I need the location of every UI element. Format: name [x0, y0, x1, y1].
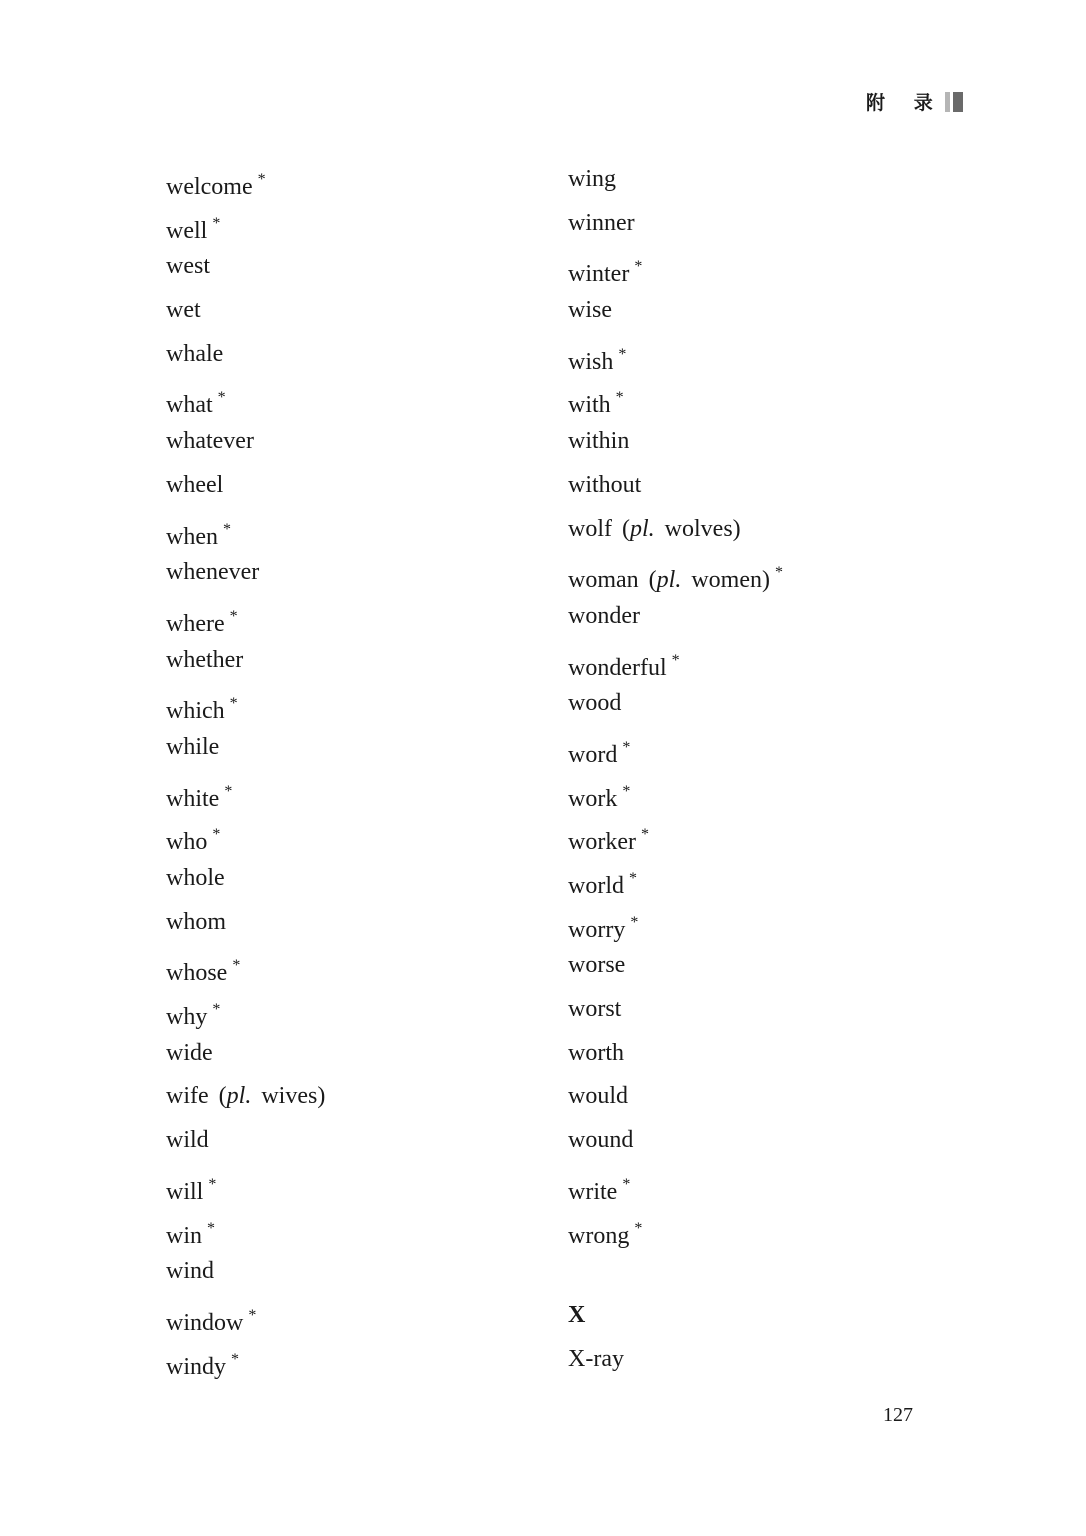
entry-word: white [166, 785, 220, 812]
entry-word: write [568, 1178, 618, 1205]
word-entry [568, 726, 783, 770]
plural-label: pl. [656, 567, 682, 594]
plural-label: pl. [226, 1083, 252, 1110]
entry-word: windy [166, 1353, 226, 1380]
entry-word: wet [166, 297, 201, 324]
word-entry [568, 1163, 783, 1207]
entry-word: X-ray [568, 1345, 624, 1372]
header-bar-thin [945, 92, 950, 112]
header-bar-thick [953, 92, 963, 112]
key-word-asterisk: * [618, 345, 627, 363]
plural-note: (pl. women) [648, 567, 770, 594]
entry-word: when [166, 523, 218, 550]
entry-word: woman [568, 567, 639, 594]
entry-word: worker [568, 829, 636, 856]
word-entry [166, 944, 325, 988]
entry-word: with [568, 392, 611, 419]
entry-word: whole [166, 865, 225, 891]
entry-word: winter [568, 261, 630, 288]
word-entry [166, 1207, 325, 1251]
entry-word: whom [166, 908, 226, 935]
entry-word: word [568, 741, 618, 768]
entry-word: without [568, 471, 642, 498]
plural-label: pl. [630, 515, 655, 542]
entry-word: worry [568, 916, 626, 943]
word-entry [166, 1075, 325, 1119]
word-entry [166, 420, 325, 464]
entry-word: win [166, 1222, 202, 1249]
word-entry [166, 639, 325, 683]
word-entry [166, 158, 325, 202]
entry-word: worse [568, 952, 626, 979]
word-entry [166, 1119, 325, 1163]
word-entry [166, 682, 325, 726]
entry-word: well [166, 217, 208, 244]
word-entry [166, 770, 325, 814]
entry-word: whale [166, 340, 224, 367]
word-entry [568, 1294, 783, 1338]
entry-word: wolf [568, 515, 612, 542]
key-word-asterisk: * [615, 389, 624, 407]
word-entry [568, 857, 783, 901]
key-word-asterisk: * [629, 870, 637, 887]
word-entry [568, 333, 783, 377]
word-entry [568, 1032, 783, 1076]
word-entry [568, 813, 783, 857]
entry-word: wish [568, 348, 614, 375]
word-entry [166, 551, 325, 595]
entry-word: wonderful [568, 654, 667, 681]
entry-word: wind [166, 1258, 214, 1285]
entry-word: wound [568, 1127, 634, 1154]
word-entry [568, 551, 783, 595]
key-word-asterisk: * [212, 1001, 221, 1019]
key-word-asterisk: * [671, 651, 680, 669]
word-entry [568, 464, 783, 508]
word-entry [166, 1032, 325, 1076]
entry-word: worth [568, 1039, 624, 1066]
entry-word: west [166, 253, 210, 280]
entry-word: wood [568, 690, 622, 717]
entry-word: window [166, 1309, 244, 1336]
entry-word: what [166, 392, 213, 419]
entry-word: wild [166, 1127, 209, 1154]
header-title: 附 录 [866, 93, 945, 114]
word-entry [568, 158, 783, 202]
word-entry [166, 901, 325, 945]
word-entry [568, 376, 783, 420]
entry-word: wise [568, 297, 612, 324]
entry-word: wife [166, 1083, 209, 1110]
word-entry [166, 508, 325, 552]
entry-word: whenever [166, 559, 260, 586]
key-word-asterisk: * [217, 389, 226, 407]
word-entry [166, 1163, 325, 1207]
entry-word: winner [568, 209, 635, 236]
word-entry [166, 289, 325, 333]
entry-word: worst [568, 996, 622, 1023]
key-word-asterisk: * [229, 607, 238, 625]
key-word-asterisk: * [224, 782, 233, 800]
key-word-asterisk: * [212, 214, 221, 232]
entry-word: who [166, 829, 208, 856]
plural-form: women [691, 567, 762, 594]
key-word-asterisk: * [248, 1306, 257, 1324]
word-entry [166, 1294, 325, 1338]
key-word-asterisk: * [640, 826, 649, 844]
entry-word: wide [166, 1039, 213, 1066]
entry-word: whatever [166, 428, 254, 455]
word-entry [568, 944, 783, 988]
plural-note: (pl. wolves) [622, 515, 741, 542]
header-bars-decoration [945, 92, 963, 112]
key-word-asterisk: * [774, 564, 783, 582]
key-word-asterisk: * [622, 738, 631, 756]
entry-word: while [166, 733, 220, 760]
running-header [866, 88, 963, 115]
key-word-asterisk: * [212, 826, 221, 844]
word-entry [166, 1250, 325, 1294]
entry-word: whether [166, 646, 244, 673]
word-entry [568, 245, 783, 289]
key-word-asterisk: * [231, 1350, 239, 1368]
page-number: 127 [883, 1404, 913, 1426]
word-entry [166, 595, 325, 639]
entry-word: which [166, 698, 225, 725]
entry-word: where [166, 610, 225, 637]
key-word-asterisk: * [622, 782, 631, 800]
word-entry [568, 202, 783, 246]
word-list-right-column [568, 158, 783, 1381]
word-entry [166, 988, 325, 1032]
entry-word: wrong [568, 1222, 630, 1249]
word-entry [568, 508, 783, 552]
entry-word: world [568, 873, 624, 899]
entry-word: would [568, 1083, 628, 1110]
word-entry [166, 813, 325, 857]
word-entry [166, 376, 325, 420]
word-entry [568, 1119, 783, 1163]
word-entry [166, 333, 325, 377]
entry-word: whose [166, 960, 228, 987]
word-entry [568, 289, 783, 333]
word-list-left-column [166, 158, 325, 1381]
word-entry [166, 202, 325, 246]
entry-word: welcome [166, 174, 253, 200]
plural-form: wolves [664, 515, 733, 542]
word-entry [166, 726, 325, 770]
entry-word: wonder [568, 602, 640, 629]
word-entry [568, 988, 783, 1032]
word-entry [166, 857, 325, 901]
key-word-asterisk: * [634, 258, 643, 276]
plural-form: wives [261, 1083, 318, 1110]
word-entry [166, 1338, 325, 1382]
entry-word: wing [568, 166, 616, 192]
key-word-asterisk: * [229, 695, 238, 713]
word-entry [568, 901, 783, 945]
entry-word: wheel [166, 471, 224, 498]
entry-word: work [568, 785, 618, 812]
key-word-asterisk: * [622, 1175, 631, 1193]
word-entry [568, 595, 783, 639]
key-word-asterisk: * [630, 913, 639, 931]
key-word-asterisk: * [222, 520, 231, 538]
key-word-asterisk: * [257, 171, 266, 188]
entry-word: within [568, 428, 630, 455]
word-entry [568, 420, 783, 464]
word-entry [568, 1250, 783, 1294]
key-word-asterisk: * [207, 1219, 215, 1237]
word-entry [568, 770, 783, 814]
entry-word: will [166, 1178, 204, 1205]
word-entry [166, 245, 325, 289]
plural-note: (pl. wives) [218, 1083, 326, 1110]
entry-word: X [568, 1301, 586, 1328]
key-word-asterisk: * [634, 1219, 643, 1237]
word-entry [568, 682, 783, 726]
word-entry [568, 639, 783, 683]
key-word-asterisk: * [208, 1175, 217, 1193]
word-entry [568, 1075, 783, 1119]
entry-word: why [166, 1004, 208, 1031]
word-entry [568, 1338, 783, 1382]
key-word-asterisk: * [232, 957, 241, 975]
word-entry [568, 1207, 783, 1251]
word-entry [166, 464, 325, 508]
